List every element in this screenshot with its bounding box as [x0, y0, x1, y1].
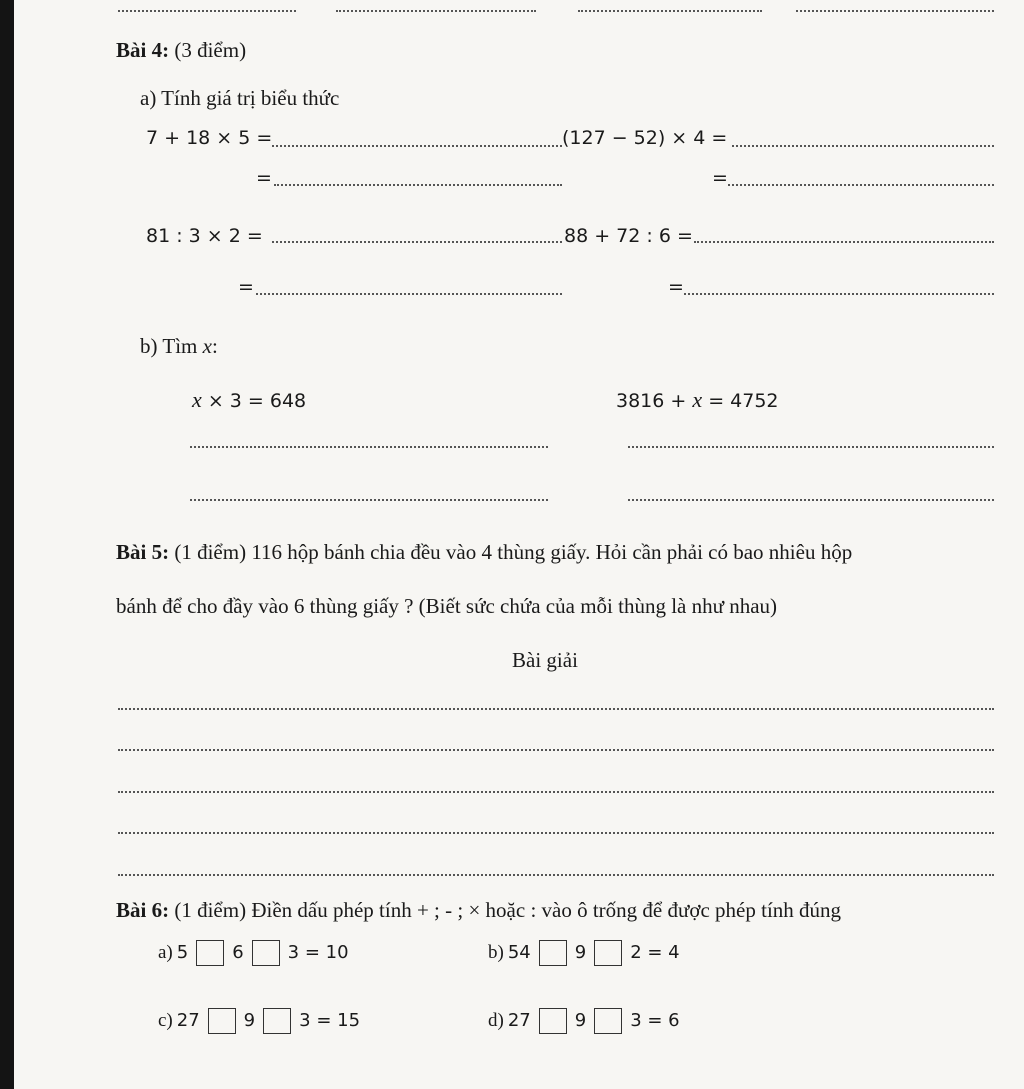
answer-line [578, 10, 762, 12]
exercise-label: b) [488, 942, 504, 963]
operand: 27 [507, 1010, 531, 1031]
answer-line[interactable] [694, 241, 994, 243]
variable-x: x [692, 387, 703, 412]
bai4-title [116, 38, 246, 63]
part-b-colon: : [211, 334, 218, 358]
bai5-heading: Bài 5: [116, 540, 170, 564]
result: = 10 [304, 942, 349, 963]
expr-1: 7 + 18 × 5 = [146, 127, 273, 149]
operand: 9 [574, 942, 587, 963]
variable-x: x [192, 387, 202, 412]
operator-box[interactable] [594, 940, 622, 966]
equals-sign: = [668, 276, 684, 298]
exercise-label: c) [158, 1010, 173, 1031]
answer-line[interactable] [728, 184, 994, 186]
answer-line[interactable] [272, 145, 562, 147]
answer-line[interactable] [190, 446, 548, 448]
result: = 6 [647, 1010, 680, 1031]
bai5-line1 [116, 540, 852, 565]
find-x-2 [616, 387, 779, 413]
operator-box[interactable] [208, 1008, 236, 1034]
answer-line[interactable] [274, 184, 562, 186]
answer-line[interactable] [190, 499, 548, 501]
bai6-heading: Bài 6: [116, 898, 170, 922]
bai4-part-b [140, 334, 218, 359]
bai6-text: (1 điểm) Điền dấu phép tính + ; - ; × hoặc : vào ô trống để được phép tính đúng [174, 898, 842, 922]
answer-line[interactable] [118, 791, 994, 793]
find-x-2-pre: 3816 + [616, 390, 687, 412]
equals-sign: = [256, 167, 272, 189]
result: = 4 [647, 942, 680, 963]
answer-line[interactable] [118, 749, 994, 751]
bai6-line [116, 898, 841, 923]
bai4-part-a: a) Tính giá trị biểu thức [140, 86, 340, 110]
operand: 3 [299, 1010, 311, 1031]
answer-line[interactable] [628, 499, 994, 501]
bai5-text1: (1 điểm) 116 hộp bánh chia đều vào 4 thùng giấy. Hỏi cần phải có bao nhiêu hộp [174, 540, 853, 564]
find-x-1 [192, 387, 306, 413]
answer-line [336, 10, 536, 12]
exercise-label: d) [488, 1010, 504, 1031]
answer-line[interactable] [118, 832, 994, 834]
operator-box[interactable] [263, 1008, 291, 1034]
operand: 3 [287, 942, 300, 963]
page-edge-shadow [0, 0, 14, 1089]
answer-line[interactable] [628, 446, 994, 448]
expr-2: (127 − 52) × 4 = [562, 127, 728, 149]
equals-sign: = [238, 276, 254, 298]
operand: 27 [176, 1010, 200, 1031]
bai4-points: (3 điểm) [174, 38, 247, 62]
answer-line [118, 10, 296, 12]
operand: 2 [630, 942, 642, 963]
equals-sign: = [712, 167, 728, 189]
operand: 9 [574, 1010, 587, 1031]
answer-line[interactable] [684, 293, 994, 295]
part-b-label: b) Tìm [140, 334, 198, 358]
expr-4: 88 + 72 : 6 = [564, 225, 693, 247]
expr-3: 81 : 3 × 2 = [146, 225, 263, 247]
exercise-d [488, 1008, 680, 1034]
operand: 9 [243, 1010, 256, 1031]
exercise-c [158, 1008, 360, 1034]
result: = 15 [316, 1010, 361, 1031]
exercise-label: a) [158, 942, 173, 963]
operand: 54 [507, 942, 531, 963]
answer-line[interactable] [118, 708, 994, 710]
operator-box[interactable] [539, 940, 567, 966]
find-x-2-rest: = 4752 [708, 390, 779, 412]
exercise-a [158, 940, 349, 966]
variable-x: x [202, 334, 212, 358]
answer-line [796, 10, 994, 12]
bai5-text2: bánh để cho đầy vào 6 thùng giấy ? (Biết sức chứa của mỗi thùng là như nhau) [116, 594, 778, 618]
solution-title: Bài giải [512, 648, 578, 672]
operator-box[interactable] [196, 940, 224, 966]
operator-box[interactable] [252, 940, 280, 966]
answer-line[interactable] [272, 241, 562, 243]
operand: 3 [630, 1010, 642, 1031]
answer-line[interactable] [118, 874, 994, 876]
bai4-heading: Bài 4: [116, 38, 170, 62]
operator-box[interactable] [539, 1008, 567, 1034]
find-x-1-rest: × 3 = 648 [207, 390, 307, 412]
operand: 6 [232, 942, 244, 963]
exercise-b [488, 940, 680, 966]
operand: 5 [176, 942, 189, 963]
answer-line[interactable] [732, 145, 994, 147]
operator-box[interactable] [594, 1008, 622, 1034]
answer-line[interactable] [256, 293, 562, 295]
